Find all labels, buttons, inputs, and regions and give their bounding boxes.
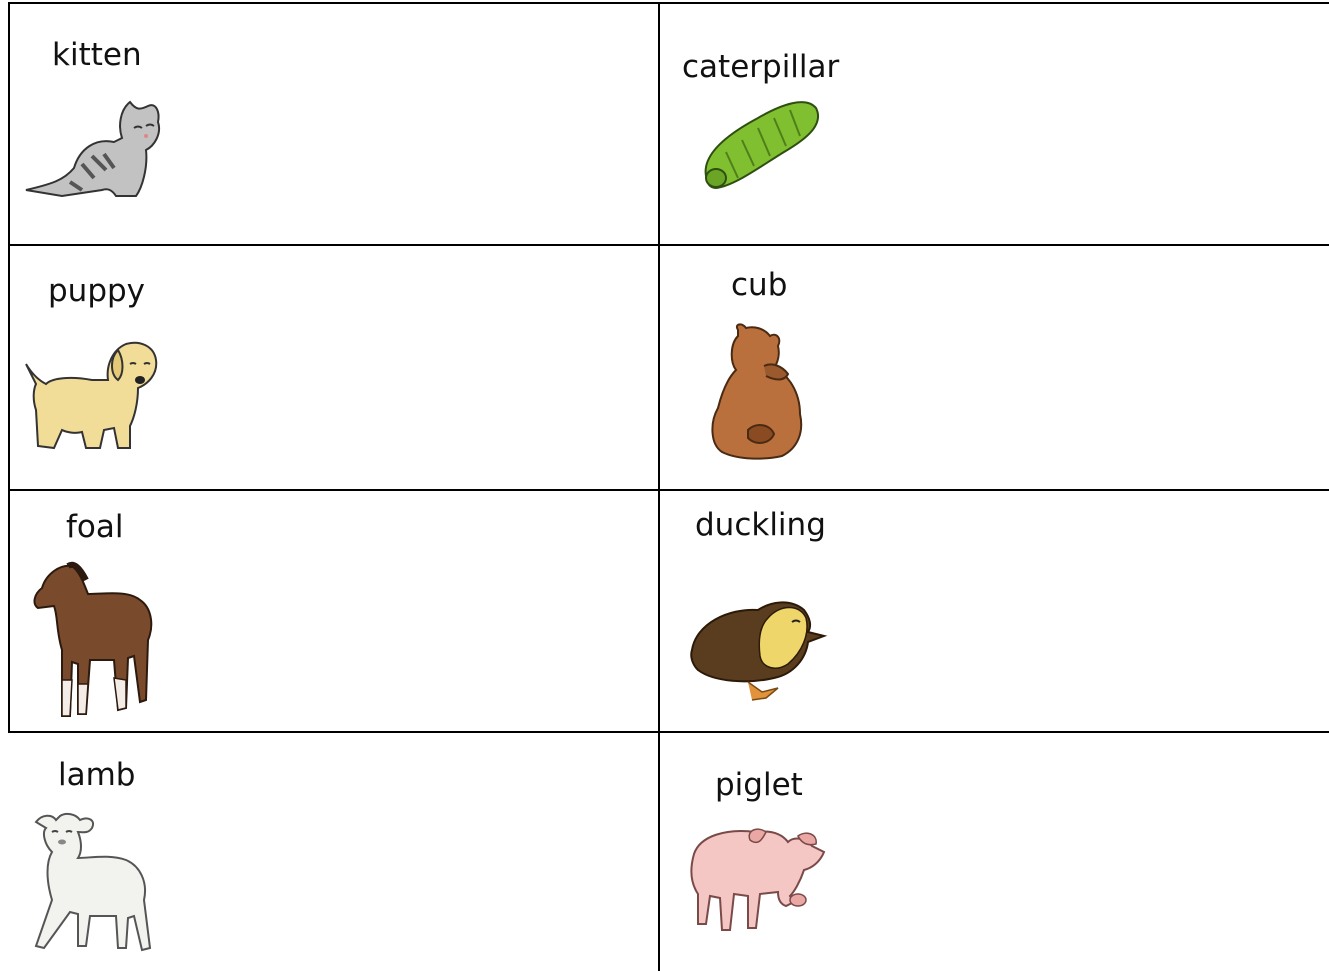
label-puppy: puppy [48,273,146,309]
table-column-divider [658,2,660,971]
foal-image [28,560,160,720]
label-lamb: lamb [58,757,136,793]
table-row-divider-3 [8,731,1329,733]
table-border-left [8,2,10,733]
table-border-top [8,2,1329,4]
table-row-divider-2 [8,489,1329,491]
caterpillar-image [698,94,824,194]
label-piglet: piglet [715,767,803,803]
bear-cub-image [708,322,808,460]
lamb-image [30,808,156,954]
table-row-divider-1 [8,244,1329,246]
piglet-image [686,824,828,936]
label-cub: cub [731,267,788,303]
label-duckling: duckling [695,507,826,543]
label-foal: foal [66,509,124,545]
label-caterpillar: caterpillar [682,49,840,85]
puppy-image [22,340,160,454]
kitten-image [22,98,162,202]
duckling-image [688,596,828,704]
label-kitten: kitten [52,37,142,73]
